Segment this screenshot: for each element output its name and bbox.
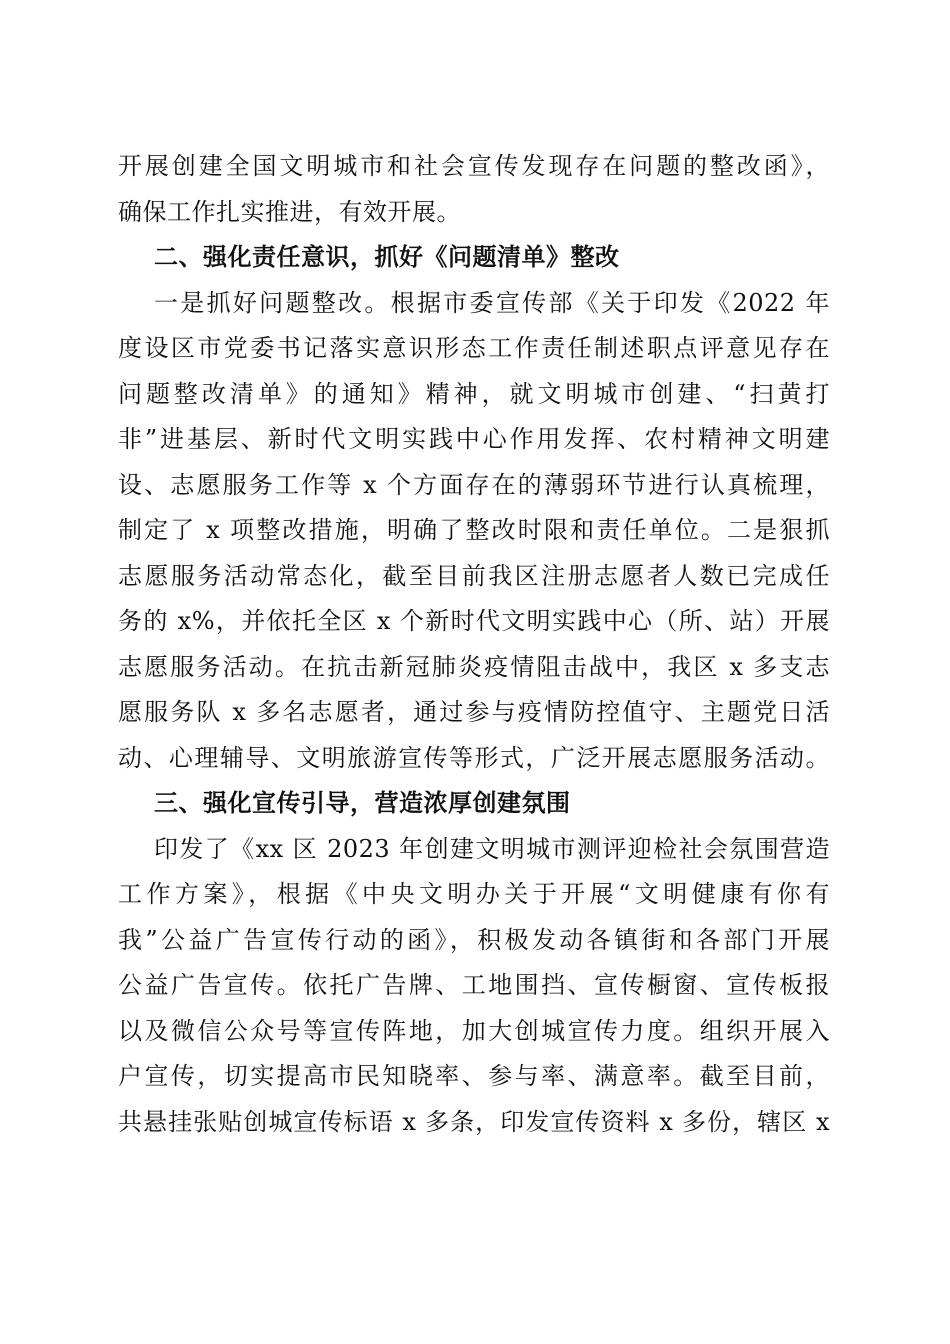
paragraph-line: 印发了《xx 区 2023 年创建文明城市测评迎检社会氛围营造 xyxy=(154,834,830,863)
paragraph-line: 工作方案》，根据《中央文明办关于开展“文明健康有你有 xyxy=(118,880,830,908)
paragraph-line: 制定了 x 项整改措施，明确了整改时限和责任单位。二是狠抓 xyxy=(118,516,830,544)
paragraph-line: 度设区市党委书记落实意识形态工作责任制述职点评意见存在 xyxy=(118,334,830,362)
paragraph-line: 公益广告宣传。依托广告牌、工地围挡、宣传橱窗、宣传板报 xyxy=(118,971,830,999)
paragraph-line: 共悬挂张贴创城宣传标语 x 多条，印发宣传资料 x 多份，辖区 x xyxy=(118,1107,830,1136)
paragraph-line: 志愿服务活动。在抗击新冠肺炎疫情阻击战中，我区 x 多支志 xyxy=(118,652,830,681)
paragraph-line: 务的 x%，并依托全区 x 个新时代文明实践中心（所、站）开展 xyxy=(118,607,830,635)
paragraph-line: 一是抓好问题整改。根据市委宣传部《关于印发《2022 年 xyxy=(154,288,830,317)
section-heading-2: 二、强化责任意识，抓好《问题清单》整改 xyxy=(154,243,620,271)
paragraph-line: 志愿服务活动常态化，截至目前我区注册志愿者人数已完成任 xyxy=(118,561,830,590)
paragraph-line: 户宣传，切实提高市民知晓率、参与率、满意率。截至目前， xyxy=(118,1062,830,1090)
paragraph-line: 设、志愿服务工作等 x 个方面存在的薄弱环节进行认真梳理， xyxy=(118,470,830,499)
paragraph-line: 愿服务队 x 多名志愿者，通过参与疫情防控值守、主题党日活 xyxy=(118,698,830,726)
section-heading-3: 三、强化宣传引导，营造浓厚创建氛围 xyxy=(154,789,571,817)
paragraph-line: 确保工作扎实推进，有效开展。 xyxy=(118,197,461,226)
paragraph-line: 我”公益广告宣传行动的函》，积极发动各镇街和各部门开展 xyxy=(118,925,830,954)
paragraph-line: 问题整改清单》的通知》精神，就文明城市创建、“扫黄打 xyxy=(118,379,830,408)
document-page xyxy=(118,144,830,1145)
paragraph-line: 以及微信公众号等宣传阵地，加大创城宣传力度。组织开展入 xyxy=(118,1016,830,1045)
paragraph-line: 开展创建全国文明城市和社会宣传发现存在问题的整改函》， xyxy=(118,152,830,180)
paragraph-line: 非”进基层、新时代文明实践中心作用发挥、农村精神文明建 xyxy=(118,425,830,453)
paragraph-line: 动、心理辅导、文明旅游宣传等形式，广泛开展志愿服务活动。 xyxy=(118,743,830,772)
